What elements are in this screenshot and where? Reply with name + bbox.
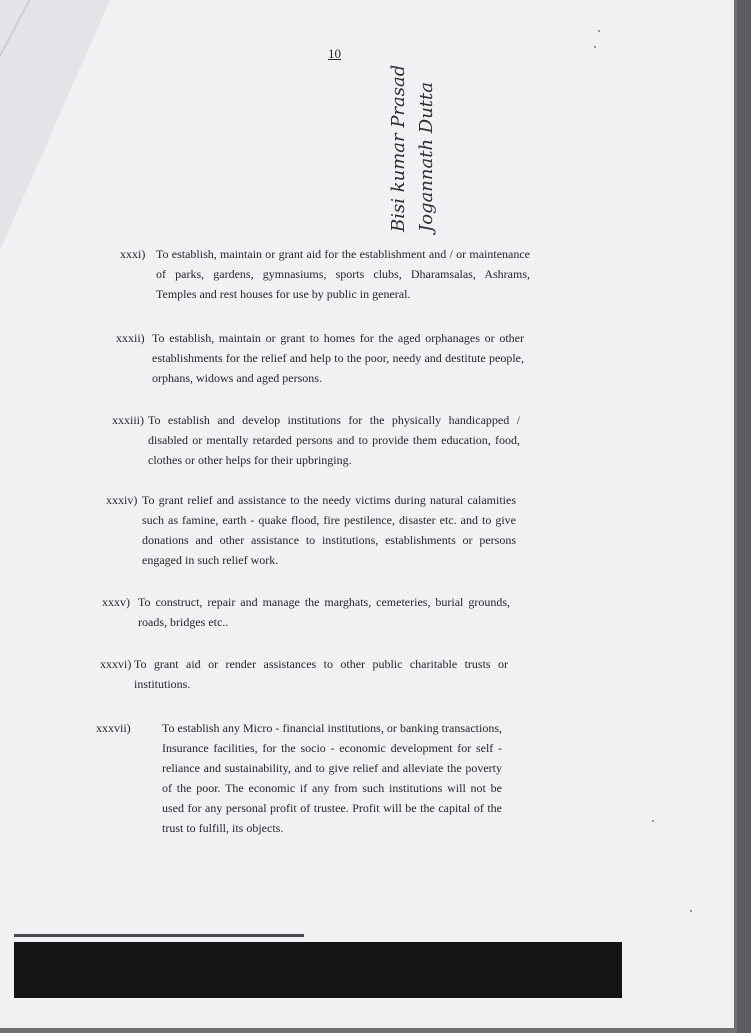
scan-speck xyxy=(652,820,654,822)
signature-line-1: Bisi kumar Prasad xyxy=(388,64,409,232)
clause-number: xxxiii) xyxy=(112,413,144,427)
clause-text: To establish any Micro - financial institutions, or banking transactions, Insurance facilities, for the socio - economic development for self - reliance and sustainability, and to give relief and alleviate the poverty of the poor. The economic if any from such institutions will not be used for any personal profit of trustee. Profit will be the capital of the trust to fulfill, its objects. xyxy=(162,721,502,835)
clause-number: xxxvi) xyxy=(100,657,132,671)
clause-xxxiii xyxy=(112,410,520,474)
signature-line-2: Jogannath Dutta xyxy=(416,82,437,232)
clause-number: xxxiv) xyxy=(106,493,138,507)
page-fold-shadow xyxy=(0,0,110,250)
clause-xxxvi xyxy=(100,654,508,698)
scan-speck xyxy=(690,910,692,912)
clause-text: To establish, maintain or grant to homes for the aged orphanages or other establishments for the relief and help to the poor, needy and destitute people, orphans, widows and aged persons. xyxy=(152,331,524,385)
scan-speck xyxy=(594,46,596,48)
clause-xxxiv xyxy=(106,490,516,574)
clause-text: To grant aid or render assistances to other public charitable trusts or institutions. xyxy=(134,657,508,691)
clause-number: xxxvii) xyxy=(96,721,131,735)
clause-xxxi xyxy=(120,244,530,308)
clause-xxxii xyxy=(116,328,524,392)
clause-xxxv xyxy=(102,592,510,636)
clause-number: xxxv) xyxy=(102,595,130,609)
clause-number: xxxii) xyxy=(116,331,145,345)
scanner-edge xyxy=(737,0,751,1033)
handwritten-signature xyxy=(388,42,444,232)
clause-text: To construct, repair and manage the marghats, cemeteries, burial grounds, roads, bridges etc.. xyxy=(138,595,510,629)
redaction-bar xyxy=(14,942,622,998)
clause-number: xxxi) xyxy=(120,247,146,261)
footer-rule xyxy=(14,934,304,937)
clause-text: To establish and develop institutions for the physically handicapped / disabled or mentally retarded persons and to provide them education, food, clothes or other helps for their upbringing. xyxy=(148,413,520,467)
clause-text: To establish, maintain or grant aid for the establishment and / or maintenance of parks, gardens, gymnasiums, sports clubs, Dharamsalas, Ashrams, Temples and rest houses for use by public in general. xyxy=(156,247,530,301)
clause-xxxvii xyxy=(96,718,502,848)
page-number: 10 xyxy=(328,46,341,61)
clause-text: To grant relief and assistance to the needy victims during natural calamities such as famine, earth - quake flood, fire pestilence, disaster etc. and to give donations and other assistance to institutions, establishments or persons engaged in such relief work. xyxy=(142,493,516,567)
scan-speck xyxy=(598,30,600,32)
